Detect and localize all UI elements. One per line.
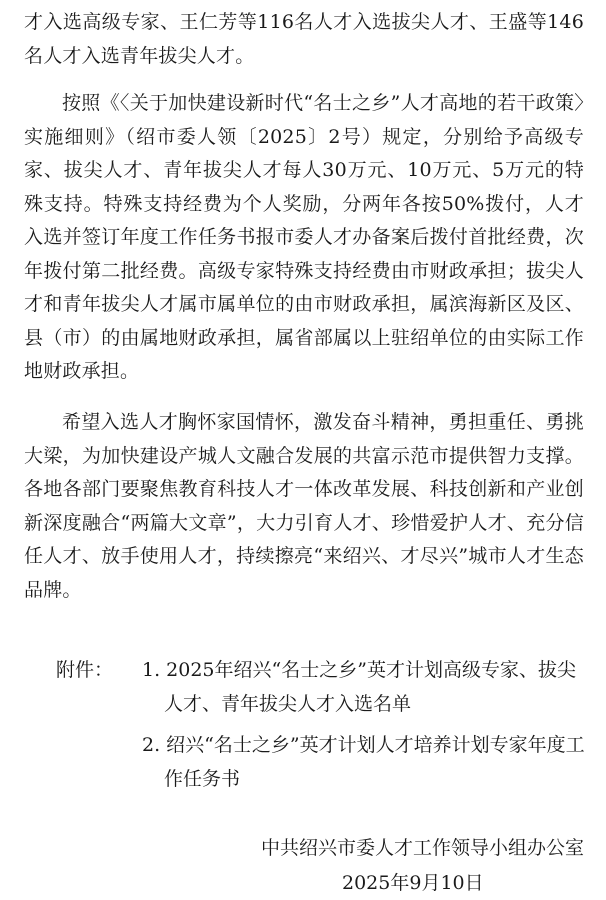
attachment-indent [56, 721, 142, 796]
body-paragraph-2: 按照《〈关于加快建设新时代“名士之乡”人才高地的若干政策〉实施细则》（绍市委人领〔2025〕2号）规定，分别给予高级专家、拔尖人才、青年拔尖人才每人30万元、10万元、5万元的特殊支持。特殊支持经费为个人奖励，分两年各按50%拨付，人才入选并签订年度工作任务书报市委人才办备案后拨付首批经费，次年拨付第二批经费。高级专家特殊支持经费由市财政承担；拔尖人才和青年拔尖人才属市属单位的由市财政承担，属滨海新区及区、县（市）的由属地财政承担，属省部属以上驻绍单位的由实际工作地财政承担。 [24, 92, 584, 382]
attachment-row-1 [56, 654, 586, 721]
body-paragraph-3: 希望入选人才胸怀家国情怀，激发奋斗精神，勇担重任、勇挑大梁，为加快建设产城人文融合发展的共富示范市提供智力支撑。各地各部门要聚焦教育科技人才一体改革发展、科技创新和产业创新深度融合“两篇大文章”，大力引育人才、珍惜爱护人才、充分信任人才、放手使用人才，持续擦亮“来绍兴、才尽兴”城市人才生态品牌。 [24, 411, 584, 601]
attachments-section [56, 654, 586, 796]
attachments-label: 附件： [56, 659, 114, 681]
attachment-item-1: 1. 2025年绍兴“名士之乡”英才计划高级专家、拔尖人才、青年拔尖人才入选名单 [142, 659, 576, 715]
attachment-row-2 [56, 721, 586, 796]
signing-date: 2025年9月10日 [342, 872, 484, 894]
attachment-item-2: 2. 绍兴“名士之乡”英才计划人才培养计划专家年度工作任务书 [142, 734, 585, 790]
body-paragraph-1: 才入选高级专家、王仁芳等116名人才入选拔尖人才、王盛等146名人才入选青年拔尖人才。 [24, 11, 584, 67]
signing-organization: 中共绍兴市委人才工作领导小组办公室 [260, 837, 584, 859]
